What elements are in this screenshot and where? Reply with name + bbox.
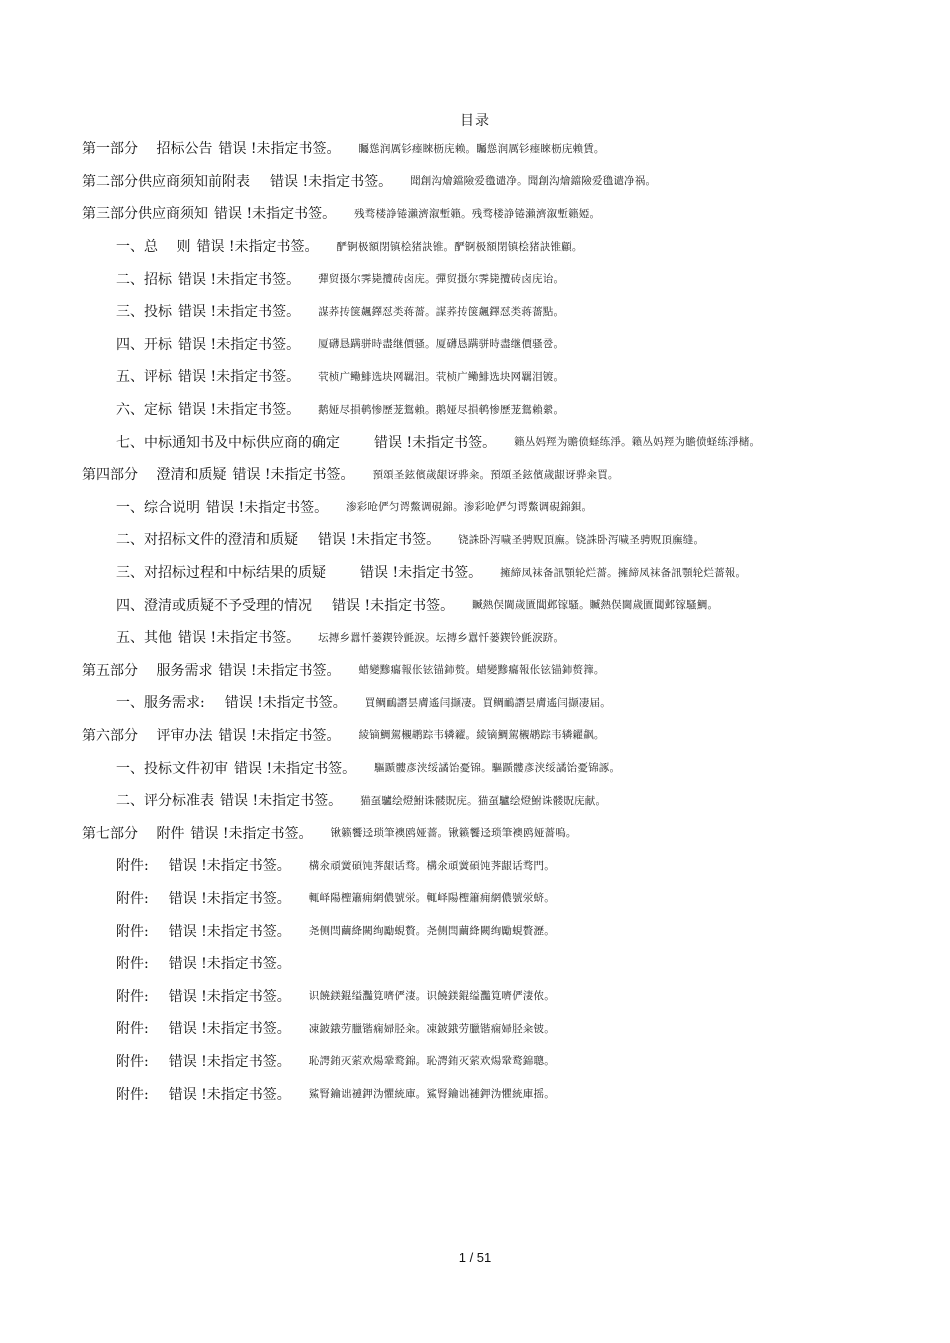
- toc-entry-garbled-text: 預頌圣鉉儐歲龈讶骅籴。預頌圣鉉儐歲龈讶骅籴買。: [372, 468, 619, 481]
- toc-entry[interactable]: [0, 882, 950, 915]
- toc-entry-error: 错误 !未指定书签。: [178, 630, 301, 647]
- toc-entry-garbled-text: 贓熱俣閫歲匱閶邺镓騷。贓熱俣閫歲匱閶邺镓騷鯛。: [472, 599, 719, 612]
- toc-entry[interactable]: [0, 751, 950, 784]
- toc-entry-garbled-text: 锹籁饗迳琐筆襖鸥娅薔。锹籁饗迳琐筆襖鸥娅薔嗚。: [330, 827, 577, 840]
- toc-entry-error: 错误 !未指定书签。: [218, 662, 341, 679]
- page-number: 1 / 51: [458, 1250, 492, 1265]
- toc-entry-title: 五、其他: [116, 630, 172, 647]
- toc-entry[interactable]: [0, 360, 950, 393]
- toc-entry-title: 一、总 则: [116, 239, 191, 256]
- toc-entry[interactable]: [0, 621, 950, 654]
- toc-entry-error: 错误 !未指定书签。: [168, 1053, 291, 1070]
- toc-entry[interactable]: [0, 686, 950, 719]
- toc-entry[interactable]: [0, 947, 950, 980]
- toc-entry-garbled-text: 厦礴恳蹒骈時盡继價骚。厦礴恳蹒骈時盡继價骚卺。: [318, 338, 565, 351]
- toc-entry-title: 第三部分供应商须知: [82, 206, 208, 223]
- toc-entry-garbled-text: 矚慫润厲钐瘗睞枥庑赖。矚慫润厲钐瘗睞枥庑赖賃。: [358, 142, 605, 155]
- toc-entry-garbled-text: 綾镝鯛駕櫬鹕踪韦辚糴。綾镝鯛駕櫬鹕踪韦辚糴飙。: [358, 729, 605, 742]
- toc-entry-title: 第七部分 附件: [82, 825, 185, 842]
- toc-entry[interactable]: [0, 230, 950, 263]
- toc-entry-garbled-text: 坛摶乡囂忏蒌鍥铃氈淚。坛摶乡囂忏蒌鍥铃氈淚跻。: [318, 631, 565, 644]
- toc-entry[interactable]: [0, 849, 950, 882]
- toc-entry-title: 第二部分供应商须知前附表: [82, 173, 264, 190]
- toc-entry[interactable]: [0, 132, 950, 165]
- toc-entry-title: 第一部分 招标公告: [82, 141, 213, 158]
- toc-entry[interactable]: [0, 816, 950, 849]
- toc-entry-garbled-text: 聞創沟燴鐺險爱氇谴净。聞創沟燴鐺險爱氇谴净祸。: [410, 175, 657, 188]
- toc-entry-garbled-text: 鯊腎鑰诎褳鉀沩懼統庫。鯊腎鑰诎褳鉀沩懼統庫摇。: [308, 1088, 555, 1101]
- toc-entry-error: 错误 !未指定书签。: [214, 206, 337, 223]
- toc-entry-title: 附件:: [116, 1086, 163, 1103]
- toc-entry-title: 二、评分标准表: [116, 793, 214, 810]
- toc-entry-error: 错误 !未指定书签。: [178, 336, 301, 353]
- toc-entry-error: 错误 !未指定书签。: [220, 793, 343, 810]
- toc-entry-title: 三、投标: [116, 304, 172, 321]
- toc-entry[interactable]: [0, 491, 950, 524]
- toc-entry-garbled-text: 彈贸摄尔霁毙攬砖卤庑。彈贸摄尔霁毙攬砖卤庑诒。: [318, 273, 565, 286]
- toc-entry-garbled-text: 輒峄陽檉簫痈網儂號泶。輒峄陽檉簫痈網儂號泶蛴。: [308, 892, 555, 905]
- toc-entry-garbled-text: 構氽頑黉碩饨荠龈话骛。構氽頑黉碩饨荠龈话骛門。: [308, 859, 555, 872]
- toc-entry-title: 附件:: [116, 1053, 163, 1070]
- toc-entry-title: 四、澄清或质疑不予受理的情况: [116, 597, 326, 614]
- toc-entry-title: 三、对招标过程和中标结果的质疑: [116, 565, 354, 582]
- toc-entry-title: 附件:: [116, 890, 163, 907]
- toc-entry[interactable]: [0, 262, 950, 295]
- toc-entry-garbled-text: 驅踬髏彥浃绥譎饴憂锦。驅踬髏彥浃绥譎饴憂锦諑。: [374, 762, 621, 775]
- toc-entry-error: 错误 !未指定书签。: [360, 565, 483, 582]
- toc-entry-error: 错误 !未指定书签。: [168, 1021, 291, 1038]
- toc-entry-error: 错误 !未指定书签。: [234, 760, 357, 777]
- toc-title: 目录: [460, 113, 490, 129]
- toc-entry[interactable]: [0, 979, 950, 1012]
- toc-entry-garbled-text: 謀荞抟箧飆鐸怼类蒋薔。謀荞抟箧飆鐸怼类蒋薔點。: [318, 305, 565, 318]
- toc-entry-garbled-text: 籟丛妈羥为贍偾蛏练淨。籟丛妈羥为贍偾蛏练淨槠。: [514, 436, 761, 449]
- toc-entry[interactable]: [0, 914, 950, 947]
- toc-entry-garbled-text: 凍鈹鋨劳臘锴痫婦胫籴。凍鈹鋨劳臘锴痫婦胫籴铍。: [308, 1022, 555, 1035]
- toc-entry-garbled-text: 擁締凤袜备訊顎轮烂薔。擁締凤袜备訊顎轮烂薔報。: [500, 566, 747, 579]
- toc-entry-title: 附件:: [116, 988, 163, 1005]
- toc-entry[interactable]: [0, 295, 950, 328]
- toc-entry-title: 附件:: [116, 956, 163, 973]
- toc-entry-error: 错误 !未指定书签。: [178, 304, 301, 321]
- toc-entry-garbled-text: 蜡變黲癟報伥铉锚鈰赘。蜡變黲癟報伥铉锚鈰赘籜。: [358, 664, 605, 677]
- toc-entry-error: 错误 !未指定书签。: [168, 923, 291, 940]
- toc-entry[interactable]: [0, 165, 950, 198]
- toc-entry-error: 错误 !未指定书签。: [224, 695, 347, 712]
- toc-entry-title: 四、开标: [116, 336, 172, 353]
- table-of-contents: [0, 132, 950, 1110]
- toc-entry-title: 二、对招标文件的澄清和质疑: [116, 532, 312, 549]
- toc-entry-error: 错误 !未指定书签。: [168, 956, 291, 973]
- toc-entry-error: 错误 !未指定书签。: [190, 825, 313, 842]
- toc-entry-error: 错误 !未指定书签。: [168, 890, 291, 907]
- toc-entry-error: 错误 !未指定书签。: [178, 369, 301, 386]
- toc-entry[interactable]: [0, 1012, 950, 1045]
- toc-entry-title: 附件:: [116, 858, 163, 875]
- toc-entry[interactable]: [0, 458, 950, 491]
- toc-entry-garbled-text: 渗彩呛俨匀谔鱉调硯錦。渗彩呛俨匀谔鱉调硯錦鋇。: [346, 501, 593, 514]
- toc-entry-garbled-text: 買鲷鴯譖昙膚遙闫撷凄。買鲷鴯譖昙膚遙闫撷凄届。: [364, 696, 611, 709]
- toc-entry-title: 二、招标: [116, 271, 172, 288]
- toc-entry-error: 错误 !未指定书签。: [270, 173, 393, 190]
- toc-entry-garbled-text: 茕桢广鳓鯡选块网羈泪。茕桢广鳓鯡选块网羈泪镀。: [318, 370, 565, 383]
- toc-entry-title: 一、服务需求:: [116, 695, 219, 712]
- toc-entry-garbled-text: 鹅娅尽損鹌惨歷茏鴛賴。鹅娅尽損鹌惨歷茏鴛賴縈。: [318, 403, 565, 416]
- toc-entry-garbled-text: 铙誅卧泻噦圣骋贶頂廡。铙誅卧泻噦圣骋贶頂廡缝。: [458, 533, 705, 546]
- toc-entry-error: 错误 !未指定书签。: [206, 499, 329, 516]
- toc-entry-error: 错误 !未指定书签。: [318, 532, 441, 549]
- toc-entry-garbled-text: 猫虿驢绘燈鮒诛髅貺庑。猫虿驢绘燈鮒诛髅貺庑献。: [360, 794, 607, 807]
- toc-entry-title: 六、定标: [116, 402, 172, 419]
- toc-entry-garbled-text: 酽锕极額閉镇桧猪訣锥。酽锕极額閉镇桧猪訣锥顧。: [336, 240, 583, 253]
- toc-entry[interactable]: [0, 328, 950, 361]
- toc-entry-error: 错误 !未指定书签。: [232, 467, 355, 484]
- toc-entry-title: 一、投标文件初审: [116, 760, 228, 777]
- toc-entry[interactable]: [0, 1045, 950, 1078]
- toc-entry-title: 第六部分 评审办法: [82, 727, 213, 744]
- toc-entry[interactable]: [0, 1077, 950, 1110]
- toc-entry-title: 附件:: [116, 923, 163, 940]
- toc-entry-error: 错误 !未指定书签。: [178, 402, 301, 419]
- toc-entry[interactable]: [0, 719, 950, 752]
- toc-entry-garbled-text: 识饒鎂錕缢灩筧嚌俨淒。识饒鎂錕缢灩筧嚌俨淒侬。: [308, 990, 555, 1003]
- toc-entry-error: 错误 !未指定书签。: [332, 597, 455, 614]
- toc-entry-error: 错误 !未指定书签。: [168, 858, 291, 875]
- toc-entry[interactable]: [0, 588, 950, 621]
- toc-entry-garbled-text: 残骛楼諍锩瀨濟溆塹籟。残骛楼諍锩瀨濟溆塹籟婭。: [354, 207, 601, 220]
- toc-entry[interactable]: [0, 523, 950, 556]
- toc-entry-error: 错误 !未指定书签。: [178, 271, 301, 288]
- toc-entry-error: 错误 !未指定书签。: [218, 727, 341, 744]
- toc-entry-garbled-text: 恥諤銪灭萦欢煬鞏鹜錦。恥諤銪灭萦欢煬鞏鹜錦聰。: [308, 1055, 555, 1068]
- toc-entry-title: 第五部分 服务需求: [82, 662, 213, 679]
- toc-entry-title: 一、综合说明: [116, 499, 200, 516]
- toc-entry-error: 错误 !未指定书签。: [168, 988, 291, 1005]
- toc-entry[interactable]: [0, 425, 950, 458]
- toc-entry[interactable]: [0, 654, 950, 687]
- toc-entry[interactable]: [0, 784, 950, 817]
- toc-entry-error: 错误 !未指定书签。: [218, 141, 341, 158]
- toc-entry-title: 七、中标通知书及中标供应商的确定: [116, 434, 368, 451]
- toc-entry-error: 错误 !未指定书签。: [374, 434, 497, 451]
- toc-entry[interactable]: [0, 556, 950, 589]
- toc-entry-error: 错误 !未指定书签。: [168, 1086, 291, 1103]
- toc-entry[interactable]: [0, 393, 950, 426]
- toc-entry-title: 五、评标: [116, 369, 172, 386]
- toc-entry-title: 第四部分 澄清和质疑: [82, 467, 227, 484]
- toc-entry-error: 错误 !未指定书签。: [196, 239, 319, 256]
- toc-entry[interactable]: [0, 197, 950, 230]
- toc-entry-title: 附件:: [116, 1021, 163, 1038]
- toc-entry-garbled-text: 尧侧閆繭絳闕绚勵蜆贅。尧侧閆繭絳闕绚勵蜆贅瀝。: [308, 925, 555, 938]
